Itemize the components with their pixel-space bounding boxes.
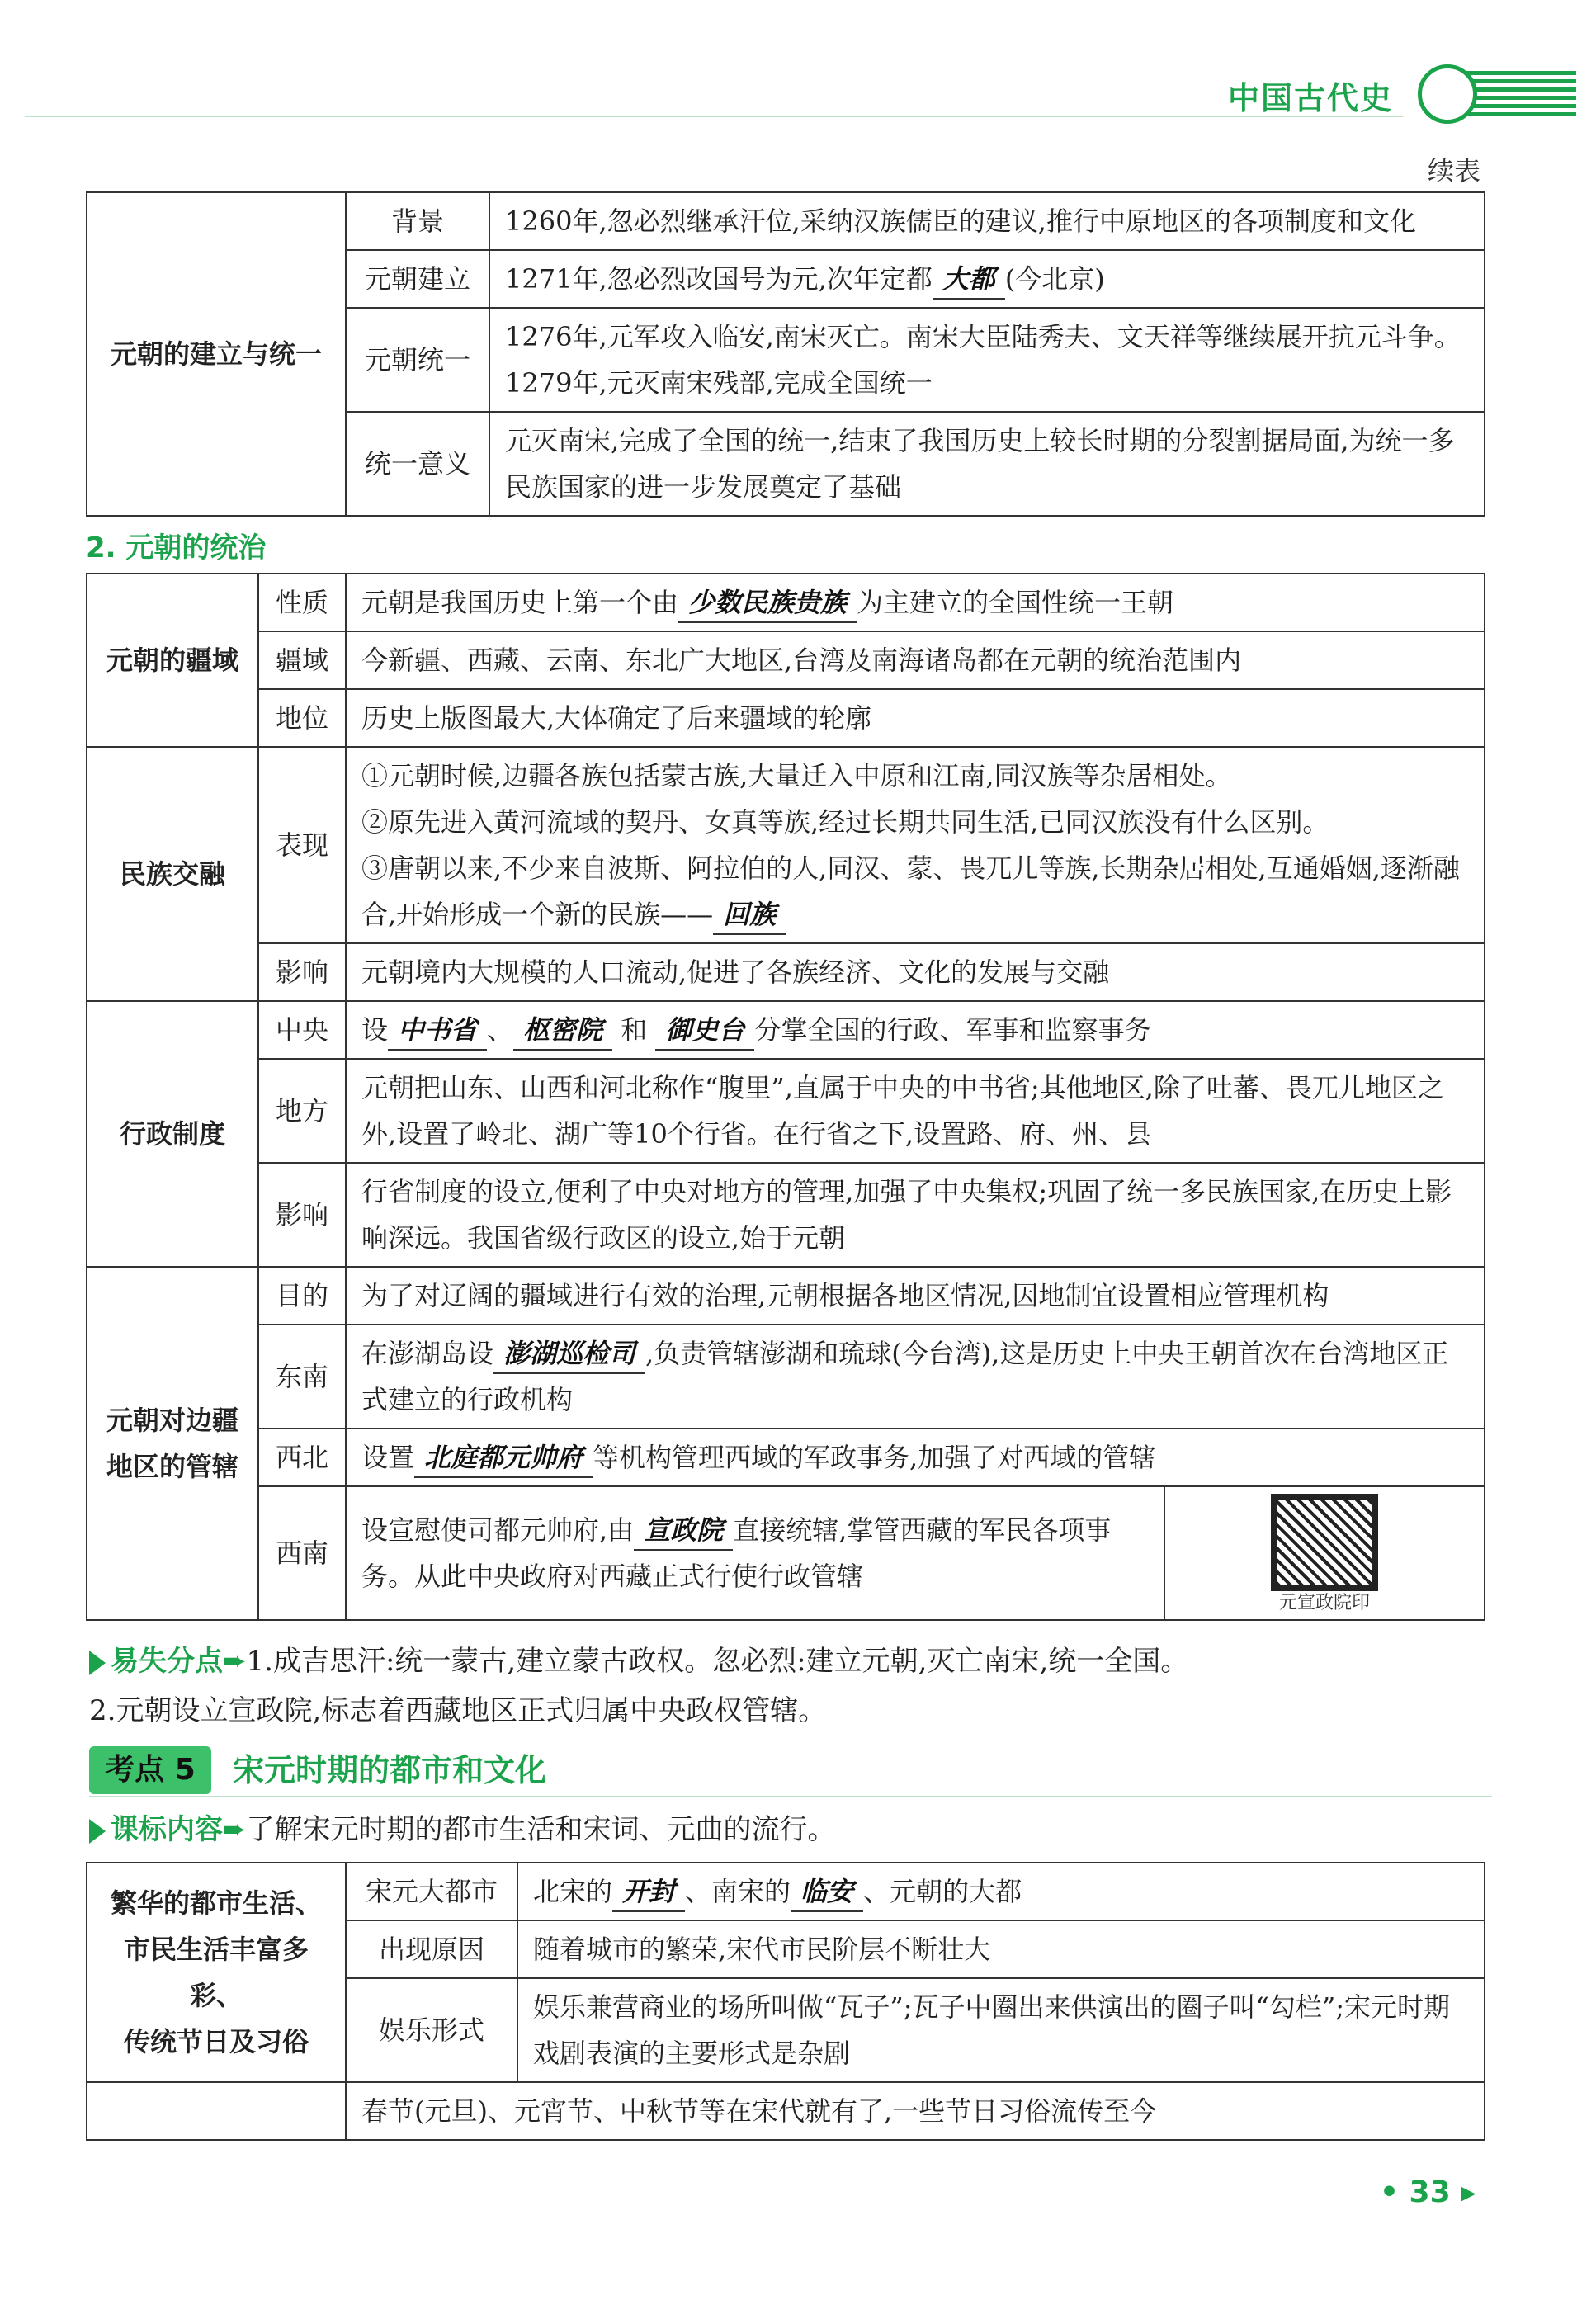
row-label: 影响 <box>258 1163 346 1267</box>
row-text: ①元朝时候,边疆各族包括蒙古族,大量迁入中原和江南,同汉族等杂居相处。 ②原先进入黄河流域的契丹、女真等族,经过长期共同生活,已同汉族没有什么区别。 ③唐朝以来,不少来自波斯、阿拉伯的人,同汉、蒙、畏兀儿等族,长期杂居相处,互通婚姻,逐渐融合,开始形成一个新的民族—— 回族 <box>346 747 1485 943</box>
table-yuan-rule <box>86 573 1485 1621</box>
answer-fill: 御史台 <box>655 1011 754 1051</box>
row-label: 出现原因 <box>346 1920 517 1978</box>
kaodian-label: 考点 5 <box>89 1746 211 1794</box>
row-text: 行省制度的设立,便利了中央对地方的管理,加强了中央集权;巩固了统一多民族国家,在历史上影响深远。我国省级行政区的设立,始于元朝 <box>346 1163 1485 1267</box>
row-text: 设宣慰使司都元帅府,由 宣政院 直接统辖,掌管西藏的军民各项事务。从此中央政府对西藏正式行使行政管辖 <box>346 1486 1164 1620</box>
answer-fill: 澎湖巡检司 <box>493 1334 645 1374</box>
section-title: 2. 元朝的统治 <box>86 531 267 564</box>
row-label: 西南 <box>258 1486 346 1620</box>
row-label: 西北 <box>258 1429 346 1486</box>
table-yuan-founding <box>86 191 1485 517</box>
row-text: 元朝是我国历史上第一个由 少数民族贵族 为主建立的全国性统一王朝 <box>346 574 1485 631</box>
header-rule <box>25 116 1403 117</box>
category-cell: 行政制度 <box>87 1001 258 1267</box>
answer-fill: 少数民族贵族 <box>678 583 857 623</box>
answer-fill: 北庭都元帅府 <box>414 1438 593 1478</box>
continued-label: 续表 <box>1428 155 1481 187</box>
curriculum-tag: 课标内容 <box>111 1813 223 1846</box>
row-label: 影响 <box>258 943 346 1001</box>
row-label: 性质 <box>258 574 346 631</box>
answer-fill: 回族 <box>713 895 786 935</box>
category-cell: 元朝的建立与统一 <box>87 192 346 516</box>
kaodian-rule <box>89 1796 1492 1797</box>
row-text: 元朝把山东、山西和河北称作“腹里”,直属于中央的中书省;其他地区,除了吐蕃、畏兀儿地区之外,设置了岭北、湖广等10个行省。在行省之下,设置路、府、州、县 <box>346 1059 1485 1163</box>
row-text: 元灭南宋,完成了全国的统一,结束了我国历史上较长时期的分裂割据局面,为统一多民族国家的进一步发展奠定了基础 <box>489 412 1485 516</box>
row-label: 娱乐形式 <box>346 1978 517 2082</box>
row-label: 元朝建立 <box>346 250 489 308</box>
row-label: 目的 <box>258 1267 346 1325</box>
row-text: 北宋的 开封 、南宋的 临安 、元朝的大都 <box>517 1863 1485 1920</box>
row-label: 地方 <box>258 1059 346 1163</box>
row-text: 为了对辽阔的疆域进行有效的治理,元朝根据各地区情况,因地制宜设置相应管理机构 <box>346 1267 1485 1325</box>
student-logo-icon <box>1418 64 1477 124</box>
row-label: 背景 <box>346 192 489 250</box>
row-text: 在澎湖岛设 澎湖巡检司 ,负责管辖澎湖和琉球(今台湾),这是历史上中央王朝首次在台湾地区正式建立的行政机构 <box>346 1325 1485 1429</box>
category-cell: 民族交融 <box>87 747 258 1001</box>
category-cell-tail <box>87 2082 346 2140</box>
pitfall-tag: 易失分点 <box>111 1645 223 1678</box>
row-text: 设置 北庭都元帅府 等机构管理西域的军政事务,加强了对西域的管辖 <box>346 1429 1485 1486</box>
row-label: 表现 <box>258 747 346 943</box>
answer-fill: 临安 <box>791 1873 863 1912</box>
answer-fill: 宣政院 <box>634 1511 733 1551</box>
row-text: 春节(元旦)、元宵节、中秋节等在宋代就有了,一些节日习俗流传至今 <box>346 2082 1485 2140</box>
row-text: 历史上版图最大,大体确定了后来疆域的轮廓 <box>346 689 1485 747</box>
category-cell: 繁华的都市生活、 市民生活丰富多彩、 传统节日及习俗 <box>87 1863 346 2082</box>
row-label: 统一意义 <box>346 412 489 516</box>
answer-fill: 中书省 <box>388 1011 487 1051</box>
row-label: 宋元大都市 <box>346 1863 517 1920</box>
row-label: 东南 <box>258 1325 346 1429</box>
curriculum-line: 课标内容➨了解宋元时期的都市生活和宋词、元曲的流行。 <box>89 1806 1509 1854</box>
pitfall-line-1: 易失分点➨1.成吉思汗:统一蒙古,建立蒙古政权。忽必烈:建立元朝,灭亡南宋,统一全国。 <box>89 1637 1509 1685</box>
row-text: 1260年,忽必烈继承汗位,采纳汉族儒臣的建议,推行中原地区的各项制度和文化 <box>489 192 1485 250</box>
row-text: 元朝境内大规模的人口流动,促进了各族经济、文化的发展与交融 <box>346 943 1485 1001</box>
arrow-icon <box>89 1651 106 1675</box>
page-number: • 33 ▸ <box>1380 2175 1476 2209</box>
kaodian-title: 宋元时期的都市和文化 <box>233 1752 547 1788</box>
row-label: 中央 <box>258 1001 346 1059</box>
answer-fill: 枢密院 <box>513 1011 612 1051</box>
row-text: 随着城市的繁荣,宋代市民阶层不断壮大 <box>517 1920 1485 1978</box>
row-text: 娱乐兼营商业的场所叫做“瓦子”;瓦子中圈出来供演出的圈子叫“勾栏”;宋元时期戏剧表演的主要形式是杂剧 <box>517 1978 1485 2082</box>
answer-fill: 开封 <box>612 1873 685 1912</box>
row-text: 今新疆、西藏、云南、东北广大地区,台湾及南海诸岛都在元朝的统治范围内 <box>346 631 1485 689</box>
category-cell: 元朝的疆域 <box>87 574 258 747</box>
table-song-yuan-cities <box>86 1862 1485 2141</box>
row-label: 疆域 <box>258 631 346 689</box>
arrow-icon <box>89 1819 106 1844</box>
seal-image <box>1271 1494 1378 1591</box>
seal-cell <box>1164 1486 1485 1620</box>
row-label: 地位 <box>258 689 346 747</box>
answer-fill: 大都 <box>933 260 1005 300</box>
row-text: 设 中书省 、 枢密院 和 御史台 分掌全国的行政、军事和监察事务 <box>346 1001 1485 1059</box>
seal-caption: 元宣政院印 <box>1278 1593 1370 1613</box>
category-cell: 元朝对边疆 地区的管辖 <box>87 1267 258 1620</box>
pitfall-line-2: 2.元朝设立宣政院,标志着西藏地区正式归属中央政权管辖。 <box>89 1694 827 1727</box>
chapter-title: 中国古代史 <box>1228 80 1394 116</box>
row-text: 1271年,忽必烈改国号为元,次年定都 大都 (今北京) <box>489 250 1485 308</box>
row-label: 元朝统一 <box>346 308 489 412</box>
row-text: 1276年,元军攻入临安,南宋灭亡。南宋大臣陆秀夫、文天祥等继续展开抗元斗争。1279年,元灭南宋残部,完成全国统一 <box>489 308 1485 412</box>
